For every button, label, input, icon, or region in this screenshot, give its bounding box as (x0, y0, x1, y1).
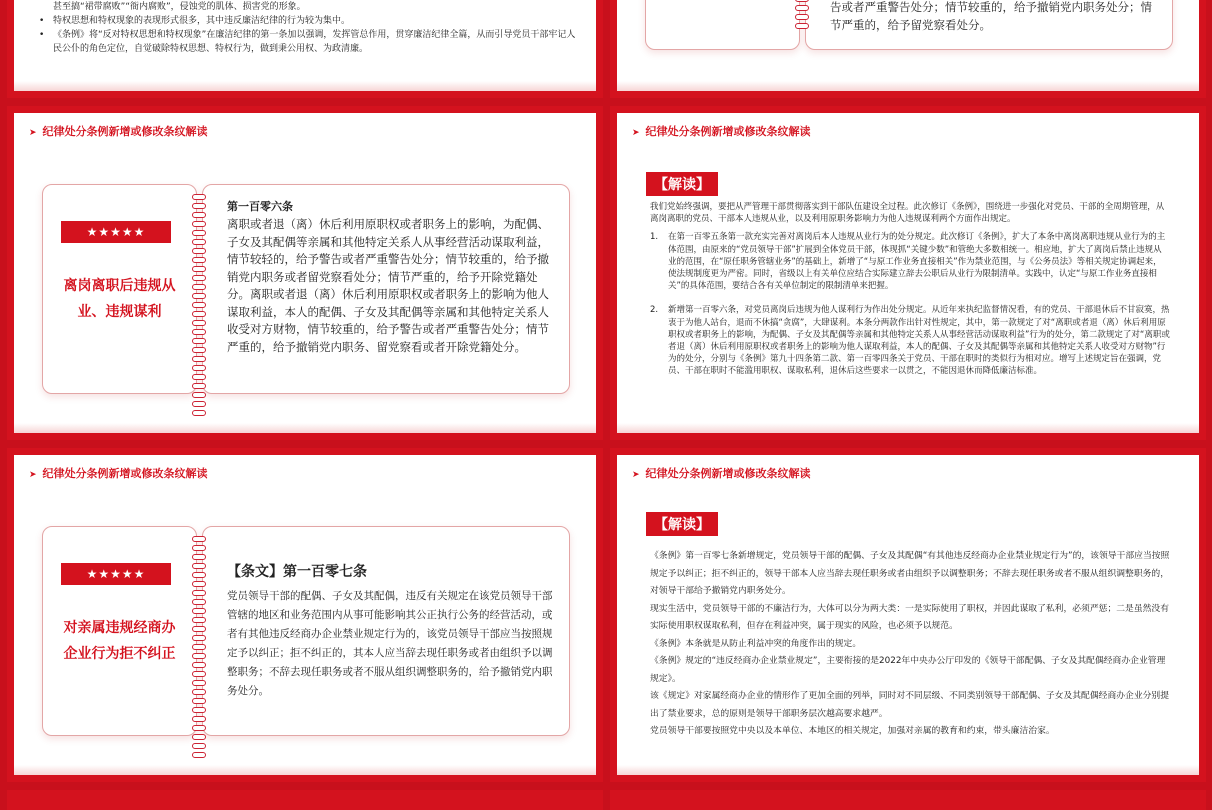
list-item: 2. 新增第一百零六条，对党员离岗后违规为他人谋利行为作出处分规定。从近年来执纪监督情况看，有的党员、干部退休后不甘寂寞，热衷于为他人站台，退而不休搞“贪腐”，大肆谋利。本条分两款作出针对性规定，其中，第一款规定了对“离职或者退（离）休后利用原职权或者职务上的影响，为配偶、子女及其配偶等亲属和其他特定关系人从事经营活动谋取利益”行为的处分，第二款规定了对“离职或者退（离）休后利用原职权或者职务上的影响为他人谋取利益，本人的配偶、子女及其配偶等亲属和其他特定关系人收受对方财物”行为的处分，分别与《条例》第九十四条第二款、第一百零四条关于党员、干部在职时的类似行为相对应。增写上述规定旨在强调，党员、干部在职时不能滥用职权、谋取私利，退休后这些要求一以贯之，不能因退休而降低廉洁标准。 (650, 305, 1170, 377)
section-title: ➤ 纪律处分条例新增或修改条纹解读 (29, 467, 208, 480)
list-item: • 特权思想和特权现象的表现形式很多，其中违反廉洁纪律的行为较为集中。 (39, 16, 351, 26)
intro-paragraph: 我们党始终强调，要把从严管理干部贯彻落实到干部队伍建设全过程。此次修订《条例》，围绕进一步强化对党员、干部的全周期管理，从离岗离职的党员、干部本人违规从业，以及利用原职务影响力为他人违规谋利两个方面作出规定。 (650, 202, 1165, 225)
section-title: ➤ 纪律处分条例新增或修改条纹解读 (632, 125, 811, 138)
card-title: 离岗离职后违规从业、违规谋利 (63, 278, 176, 320)
slide-top-right (610, 0, 1206, 98)
left-card (645, 0, 800, 50)
interpretation-body (650, 548, 1170, 741)
bullet-list (37, 0, 577, 56)
arrow-icon: ➤ (29, 470, 37, 480)
list-item: 1. 在第一百零五条第一款充实完善对离岗后本人违规从业行为的处分规定。此次修订《条例》，扩大了本条中离岗离职违规从业行为的主体范围，由原来的“党员领导干部”扩展到全体党员干部，体现抓“关键少数”和管绝大多数相统一。相应地，扩大了离岗后禁止违规从业的范围，在“原任职务管辖业务”的基础上，新增了“与原工作业务直接相关”作为禁业范围，与《公务员法》等相关规定协调起来，使法规制度更为严密。同时，省级以上有关单位应结合实际建立辞去公职后从业行为限制清单。实践中，认定“与原工作业务直接相关”的具体范围，要结合各有关单位制定的限制清单来把握。 (650, 232, 1166, 292)
card-title: 对亲属违规经商办企业行为拒不纠正 (63, 620, 176, 662)
paragraph: 该《规定》对家属经商办企业的情形作了更加全面的列举，同时对不同层级、不同类别领导干部配偶、子女及其配偶经商办企业分别提出了禁业要求，总的原则是领导干部职务层次越高要求越严。 (650, 691, 1170, 719)
section-title: ➤ 纪律处分条例新增或修改条纹解读 (29, 125, 208, 138)
section-title: ➤ 纪律处分条例新增或修改条纹解读 (632, 467, 811, 480)
article-text: 党员领导干部的配偶、子女及其配偶，违反有关规定在该党员领导干部管辖的地区和业务范围内从事可能影响其公正执行公务的经营活动，或者有其他违反经商办企业禁业规定行为的，该党员领导干部应当按照规定予以纠正；拒不纠正的，其本人应当辞去现任职务或者由组织予以调整职务；不辞去现任职务或者不服从组织调整职务的，给予撤销党内职务处分。 (227, 590, 553, 697)
stars-icon: ★★★★★ (61, 221, 171, 243)
article-card (202, 526, 570, 736)
paragraph: 党员领导干部要按照党中央以及本单位、本地区的相关规定，加强对亲属的教育和约束，带头廉洁治家。 (650, 726, 1055, 736)
slide-bottom-right (610, 448, 1206, 782)
binder-rings (192, 536, 206, 761)
left-card (42, 526, 197, 736)
paragraph: 《条例》规定的“违反经商办企业禁业规定”，主要衔接的是2022年中央办公厅印发的《领导干部配偶、子女及其配偶经商办企业管理规定》。 (650, 656, 1166, 684)
arrow-icon: ➤ (29, 128, 37, 138)
arrow-icon: ➤ (632, 128, 640, 138)
paragraph: 现实生活中，党员领导干部的不廉洁行为，大体可以分为两大类：一是实际使用了职权，并因此谋取了私利，必须严惩；二是虽然没有实际使用职权谋取私利，但存在利益冲突，属于现实的风险，也必须予以规范。 (650, 603, 1170, 631)
slide-top-left (7, 0, 603, 98)
slide-bottom-left (7, 448, 603, 782)
interpretation-tag: 【解读】 (646, 512, 718, 536)
slide-middle-right (610, 106, 1206, 440)
list-item: • 《条例》将“反对特权思想和特权现象”在廉洁纪律的第一条加以强调，发挥管总作用，贯穿廉洁纪律全篇，从而引导党员干部牢记人民公仆的角色定位，自觉破除特权思想、特权行为，做到秉公用权、为政清廉。 (39, 30, 576, 54)
list-item: 甚至搞“裙带腐败”“衙内腐败”，侵蚀党的肌体、损害党的形象。 (53, 2, 306, 12)
interpretation-body (650, 201, 1170, 378)
article-text: 离职或者退（离）休后利用原职权或者职务上的影响，为配偶、子女及其配偶等亲属和其他特定关系人从事经营活动谋取利益，情节较轻的，给予警告或者严重警告处分；情节较重的，给予撤销党内职务或者留党察看处分；情节严重的，给予开除党籍处分。离职或者退（离）休后利用原职权或者职务上的影响为他人谋取利益，本人的配偶、子女及其配偶等亲属和其他特定关系人收受对方财物，情节较重的，给予警告或者严重警告处分；情节严重的，给予撤销党内职务、留党察看或者开除党籍处分。 (227, 217, 549, 354)
slide-middle-left (7, 106, 603, 440)
slide-bottom-edge-left (7, 790, 603, 810)
slide-bottom-edge-right (610, 790, 1206, 810)
binder-rings (192, 194, 206, 419)
binder-rings (795, 0, 809, 32)
paragraph: 《条例》本条就是从防止利益冲突的角度作出的规定。 (650, 638, 862, 649)
article-card (202, 184, 570, 394)
stars-icon: ★★★★★ (61, 563, 171, 585)
interpretation-tag: 【解读】 (646, 172, 718, 196)
article-card: 告或者严重警告处分；情节较重的，给予撤销党内职务处分；情节严重的，给予留党察看处分。 (805, 0, 1173, 50)
paragraph: 《条例》第一百零七条新增规定，党员领导干部的配偶、子女及其配偶“有其他违反经商办企业禁业规定行为”的，该领导干部应当按照规定予以纠正；拒不纠正的，领导干部本人应当辞去现任职务或者由组织予以调整职务；不辞去现任职务或者不服从组织调整职务的，对领导干部给予撤销党内职务处分。 (650, 551, 1170, 596)
article-heading: 【条文】第一百零七条 (227, 564, 367, 580)
left-card (42, 184, 197, 394)
arrow-icon: ➤ (632, 470, 640, 480)
article-heading: 第一百零六条 (227, 200, 293, 213)
